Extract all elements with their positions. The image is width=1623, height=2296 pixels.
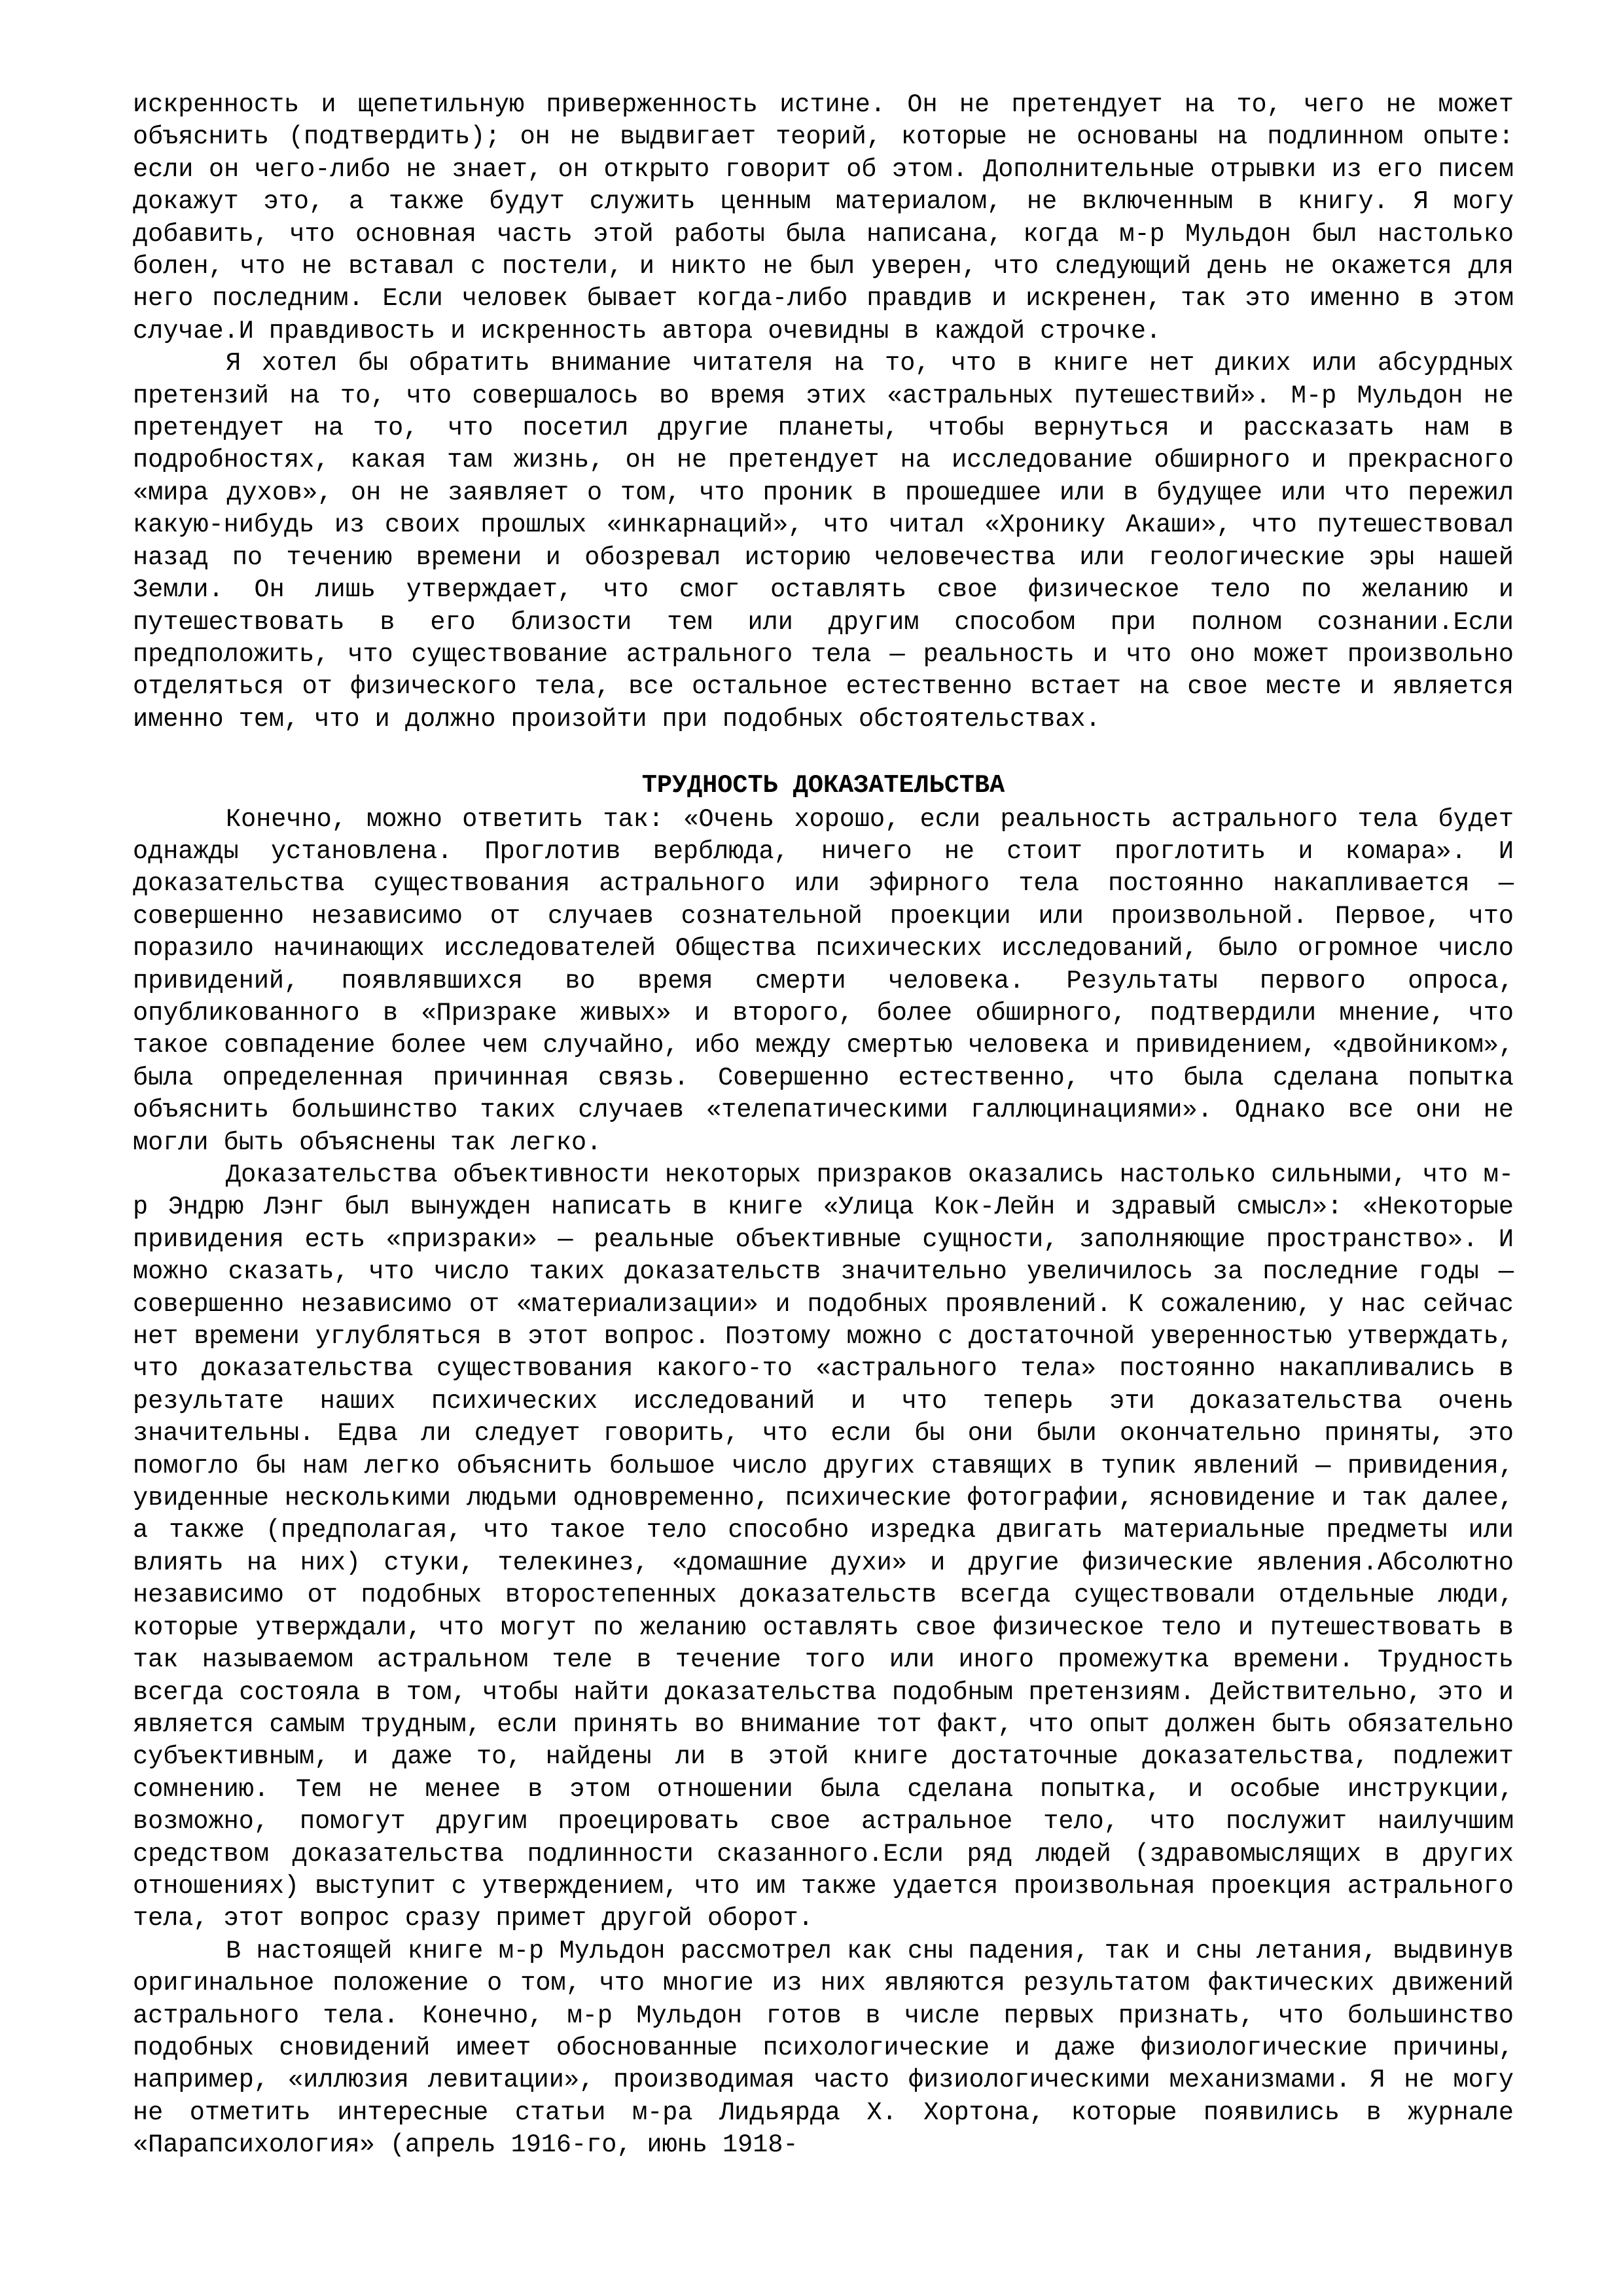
paragraph: Конечно, можно ответить так: «Очень хорошо, если реальность астрального тела будет однажды установлена. Проглотив верблюда, ничего не стоит проглотить и комара». И доказательства существования астрального или эфирного тела постоянно накапливается — совершенно независимо от случаев сознательной проекции или произвольной. Первое, что поразило начинающих исследователей Общества психических исследований, было огромное число привидений, появлявшихся во время смерти человека. Результаты первого опроса, опубликованного в «Призраке живых» и второго, более обширного, подтвердили мнение, что такое совпадение более чем случайно, ибо между смертью человека и привидением, «двойником», была определенная причинная связь. Совершенно естественно, что была сделана попытка объяснить большинство таких случаев «телепатическими галлюцинациями». Однако все они не могли быть объяснены так легко.: [133, 804, 1514, 1157]
paragraph: Доказательства объективности некоторых призраков оказались настолько сильными, что м-р Эндрю Лэнг был вынужден написать в книге «Улица Кок-Лейн и здравый смысл»: «Некоторые привидения есть «призраки» — реальные объективные сущности, заполняющие пространство». И можно сказать, что число таких доказательств значительно увеличилось за последние годы — совершенно независимо от «материализации» и подобных проявлений. К сожалению, у нас сейчас нет времени углубляться в этот вопрос. Поэтому можно с достаточной уверенностью утверждать, что доказательства существования какого-то «астрального тела» постоянно накапливались в результате наших психических исследований и что теперь эти доказательства очень значительны. Едва ли следует говорить, что если бы они были окончательно приняты, это помогло бы нам легко объяснить большое число других ставящих в тупик явлений — привидения, увиденные несколькими людьми одновременно, психические фотографии, ясновидение и так далее, а также (предполагая, что такое тело способно изредка двигать материальные предметы или влиять на них) стуки, телекинез, «домашние духи» и другие физические явления.Абсолютно независимо от подобных второстепенных доказательств всегда существовали отдельные люди, которые утверждали, что могут по желанию оставлять свое физическое тело и путешествовать в так называемом астральном теле в течение того или иного промежутка времени. Трудность всегда состояла в том, чтобы найти доказательства подобным претензиям. Действительно, это и является самым трудным, если принять во внимание тот факт, что опыт должен быть обязательно субъективным, и даже то, найдены ли в этой книге достаточные доказательства, подлежит сомнению. Тем не менее в этом отношении была сделана попытка, и особые инструкции, возможно, помогут другим проецировать свое астральное тело, что послужит наилучшим средством доказательства подлинности сказанного.Если ряд людей (здравомыслящих в других отношениях) выступит с утверждением, что им также удается произвольная проекция астрального тела, этот вопрос сразу примет другой оборот.: [133, 1160, 1514, 1933]
paragraph: В настоящей книге м-р Мульдон рассмотрел как сны падения, так и сны летания, выдвинув оригинальное положение о том, что многие из них являются результатом фактических движений астрального тела. Конечно, м-р Мульдон готов в числе первых признать, что большинство подобных сновидений имеет обоснованные психологические и даже физиологические причины, например, «иллюзия левитации», производимая часто физиологическими механизмами. Я не могу не отметить интересные статьи м-ра Лидьярда Х. Хортона, которые появились в журнале «Парапсихология» (апрель 1916-го, июнь 1918-: [133, 1936, 1514, 2160]
paragraph: Я хотел бы обратить внимание читателя на то, что в книге нет диких или абсурдных претензий на то, что совершалось во время этих «астральных путешествий». М-р Мульдон не претендует на то, что посетил другие планеты, чтобы вернуться и рассказать нам в подробностях, какая там жизнь, он не претендует на исследование обширного и прекрасного «мира духов», он не заявляет о том, что проник в прошедшее или в будущее или что пережил какую-нибудь из своих прошлых «инкарнаций», что читал «Хронику Акаши», что путешествовал назад по течению времени и обозревал историю человечества или геологические эры нашей Земли. Он лишь утверждает, что смог оставлять свое физическое тело по желанию и путешествовать в его близости тем или другим способом при полном сознании.Если предположить, что существование астрального тела — реальность и что оно может произвольно отделяться от физического тела, все остальное естественно встает на свое месте и является именно тем, что и должно произойти при подобных обстоятельствах.: [133, 349, 1514, 734]
document-page: [133, 89, 1514, 2162]
section-heading: ТРУДНОСТЬ ДОКАЗАТЕЛЬСТВА: [641, 771, 1005, 800]
paragraph: искренность и щепетильную приверженность истине. Он не претендует на то, чего не может объяснить (подтвердить); он не выдвигает теорий, которые не основаны на подлинном опыте: если он чего-либо не знает, он открыто говорит об этом. Дополнительные отрывки из его писем докажут это, а также будут служить ценным материалом, не включенным в книгу. Я могу добавить, что основная часть этой работы была написана, когда м-р Мульдон был настолько болен, что не вставал с постели, и никто не был уверен, что следующий день не окажется для него последним. Если человек бывает когда-либо правдив и искренен, так это именно в этом случае.И правдивость и искренность автора очевидны в каждой строчке.: [133, 90, 1514, 346]
